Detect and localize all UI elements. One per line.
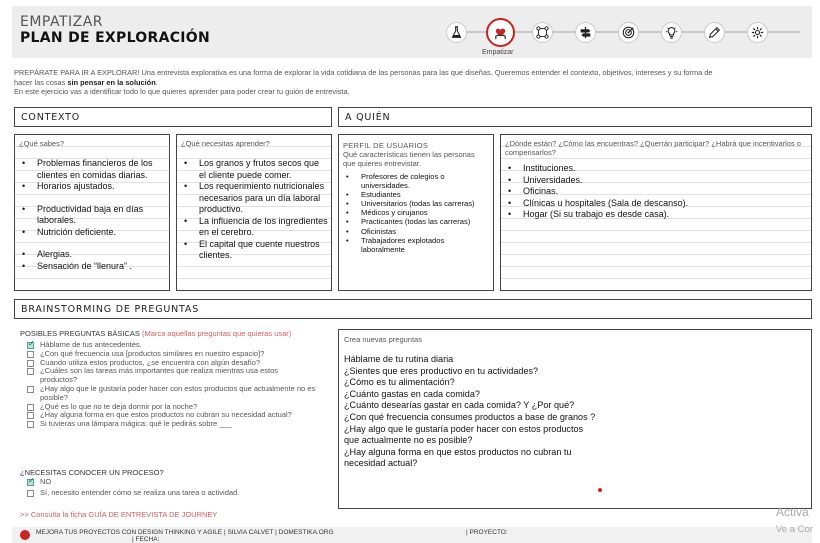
intro-line-3: En este ejercicio vas a identificar todo lo que quieres aprender para poder crear tu guión de entrevista. [14,87,350,97]
intro-line-2-end: . [155,77,158,87]
checklist-item[interactable] [20,420,316,429]
checklist-item[interactable] [20,489,316,498]
new-question: necesidad actual? [344,458,418,469]
heart-hand-icon[interactable] [486,18,515,47]
list-item: • Oficinistas [343,227,489,236]
new-question: Háblame de tu rutina diaria [344,354,454,364]
perfil-subtitle: Qué características tienen las personas que quieres entrevistar. [343,150,475,168]
checklist-item[interactable] [20,367,316,385]
stage-eyebrow: EMPATIZAR [20,14,104,30]
signpost-icon[interactable] [575,22,596,43]
que-necesitas-question: ¿Qué necesitas aprender? [181,139,270,148]
checklist-item[interactable] [20,385,316,403]
perfil-title: PERFIL DE USUARIOS [343,141,429,150]
list-item: • Trabajadores explotados laboralmente [343,236,489,254]
process-title: ¿NECESITAS CONOCER UN PROCESO? [20,468,164,477]
list-item: • Productividad baja en días laborales. [19,204,166,227]
que-necesitas-list [181,158,328,262]
target-icon[interactable] [618,22,639,43]
checklist-item[interactable] [20,478,316,487]
gear-icon[interactable] [747,22,768,43]
list-item: • Problemas financieros de los clientes en comidas diarias. [19,158,166,181]
new-questions-list [344,354,806,470]
list-item: • Nutrición deficiente. [19,227,166,239]
footer-proyecto: | PROYECTO: [466,529,508,536]
list-item: • Universitarios (todas las carreras) [343,199,489,208]
list-item: • Los granos y frutos secos que el cliente puede comer. [181,158,328,181]
new-question: ¿Hay alguna forma en que estos productos no cubran tu [344,446,572,457]
checklist-label: Si tuvieras una lámpara mágica: qué le pedirás sobre ___ [40,419,232,429]
watermark-line-2: Ve a Cor [776,524,813,535]
contexto-heading: CONTEXTO [14,107,332,127]
list-item: • El capital que cuente nuestros clientes. [181,239,328,262]
footer-fecha: | FECHA: [132,536,160,543]
new-question: ¿Cómo es tu alimentación? [344,377,455,388]
list-item: • Estudiantes [343,190,489,199]
checkbox[interactable] [27,368,34,375]
checkbox[interactable] [27,386,34,393]
flask-icon[interactable] [446,22,467,43]
new-questions-title: Crea nuevas preguntas [344,335,422,344]
checklist-label: NO [40,477,52,486]
brand-logo-icon [20,530,30,540]
process-options [20,478,316,498]
intro-line-2: hacer las cosas [14,77,68,87]
new-question: ¿Hay algo que le gustaría poder hacer con estos productos [344,423,584,434]
checklist-label: Cuando utiliza estos productos, ¿se encuentra con algún desafío? [40,357,261,367]
list-item: • Universidades. [505,175,807,187]
que-sabes-list [19,158,166,272]
checklist-label: ¿Qué es lo que no te deja dormir por la noche? [40,401,198,411]
new-question: ¿Cuánto desearías gastar en cada comida? Y ¿Por qué? [344,400,575,411]
intro-text [14,68,809,97]
basic-title: POSIBLES PREGUNTAS BÁSICAS [20,329,140,338]
que-sabes-question: ¿Qué sabes? [19,139,65,148]
list-item: • Oficinas. [505,186,807,198]
list-item: • Alergias. [19,249,166,261]
list-item: • Clínicas u hospitales (Sala de descanso). [505,198,807,210]
checklist-label: ¿Con qué frecuencia usa [productos similares en nuestro espacio]? [40,348,265,358]
a-quien-heading: A QUIÉN [338,107,812,127]
list-item: • Horarios ajustados. [19,181,166,193]
process-stepper [446,16,814,58]
watermark-line-1: Activa [776,505,809,519]
checkbox[interactable] [27,351,34,358]
list-item: • Instituciones. [505,163,807,175]
active-step-label: Empatizar [482,49,514,56]
page-title: PLAN DE EXPLORACIÓN [20,30,211,46]
new-question: ¿Sientes que eres productivo en tu actividades? [344,365,539,376]
pencil-icon[interactable] [704,22,725,43]
list-item: • La influencia de los ingredientes en el cerebro. [181,216,328,239]
brainstorming-heading: BRAINSTORMING DE PREGUNTAS [14,299,812,319]
basic-questions-title [20,329,332,338]
que-sabes-box [14,134,170,291]
journey-guide-link[interactable]: >> Consulta la ficha GUÍA DE ENTREVISTA DE JOURNEY [20,510,218,519]
list-item: • Practicantes (todas las carreras) [343,217,489,226]
checkbox-checked[interactable] [27,342,34,349]
checklist-label: Sí, necesito entender cómo se realiza una tarea o actividad. [40,487,240,497]
checkbox-checked[interactable] [27,479,34,486]
checklist-label: Háblame de tus antecedentes. [40,340,142,349]
basic-hint: (Marca aquellas preguntas que quieras usar) [142,329,292,338]
basic-questions-list [20,341,316,429]
checkbox[interactable] [27,360,34,367]
list-item: • Los requerimiento nutricionales necesarios para un día laboral productivo. [181,181,328,216]
checkbox[interactable] [27,490,34,497]
perfil-usuarios-box [338,134,494,291]
perfil-list [343,172,489,254]
checklist-label: ¿Hay algo que le gustaría poder hacer con estos productos que actualmente no es posible? [40,383,316,402]
network-icon[interactable] [532,22,553,43]
new-question: que actualmente no es posible? [344,435,473,446]
new-questions-box [338,329,812,509]
footer-credits: MEJORA TUS PROYECTOS CON DESIGN THINKING Y AGILE | SILVIA CALVET | DOMESTIKA.ORG [36,529,334,536]
checkbox[interactable] [27,421,34,428]
list-item: • Médicos y cirujanos [343,208,489,217]
lightbulb-icon[interactable] [661,22,682,43]
new-question: ¿Cuánto gastas en cada comida? [344,388,480,399]
list-item: • Profesores de colegios o universidades. [343,172,489,190]
red-dot-marker [598,488,602,492]
new-question: ¿Con qué frecuencia consumes productos a base de granos ? [344,411,596,422]
donde-question: ¿Dónde están? ¿Cómo las encuentras? ¿Querrán participar? ¿Habrá que incentivarlos o compensarlos? [505,139,801,157]
que-necesitas-box [176,134,332,291]
donde-estan-box [500,134,812,291]
list-item: • Sensación de “llenura” . [19,261,166,273]
list-item: • Hogar (Si su trabajo es desde casa). [505,209,807,221]
header-bar [12,6,812,58]
donde-list [505,163,807,221]
checkbox[interactable] [27,404,34,411]
footer [12,527,812,543]
checkbox[interactable] [27,412,34,419]
intro-line-1: PREPÁRATE PARA IR A EXPLORAR! Una entrevista explorativa es una forma de explorar la vida cotidiana de las personas para las que diseñas. Queremos entender el contexto, objetivos, intereses y su forma de [14,68,713,77]
checklist-label: ¿Cuáles son las tareas más importantes que realiza mientras usa estos productos? [40,366,279,385]
intro-line-2-bold: sin pensar en la solución [67,77,156,87]
checklist-label: ¿Hay alguna forma en que estos productos no cubran su necesidad actual? [40,410,292,420]
